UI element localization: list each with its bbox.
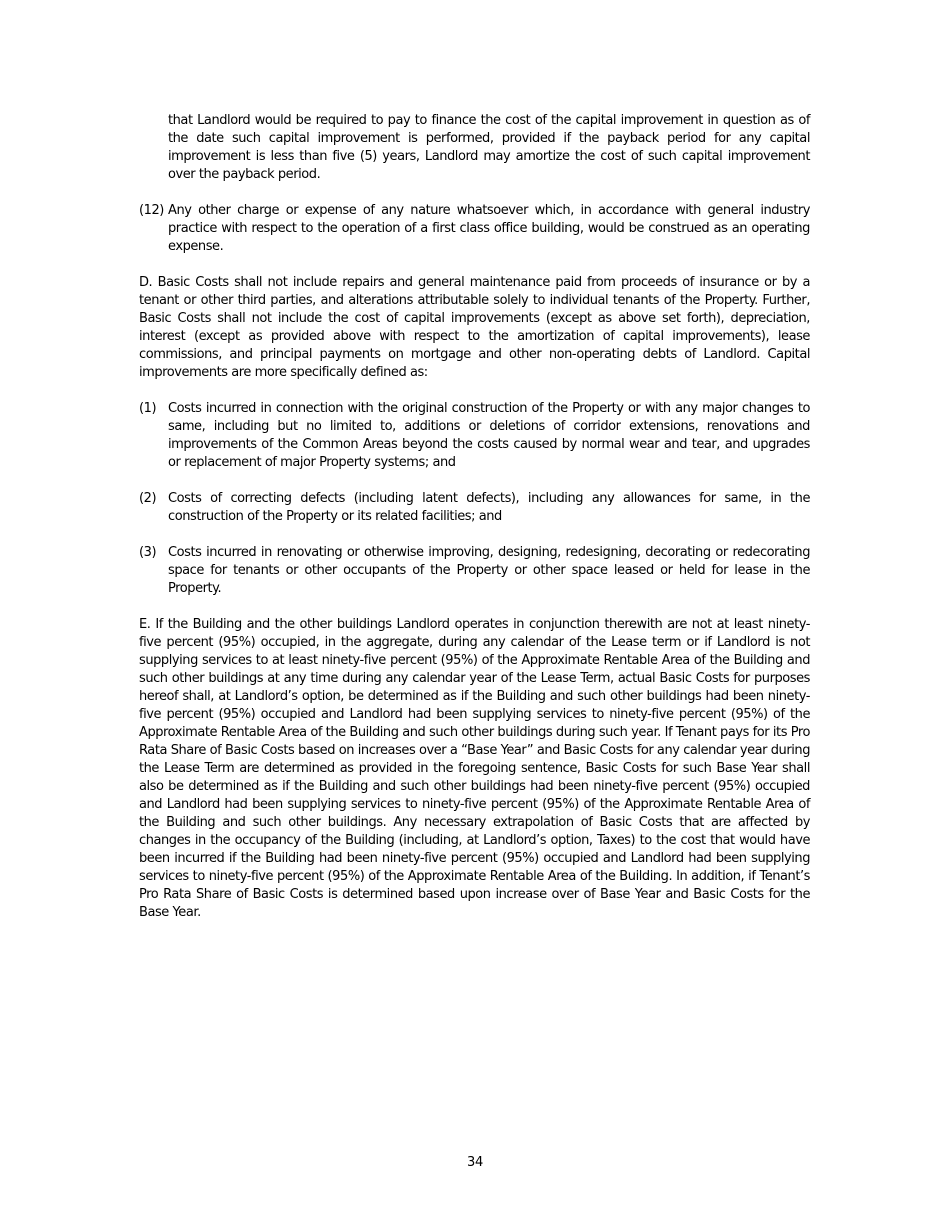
list-item-text: Costs incurred in renovating or otherwise improving, designing, redesigning, decorating or redecorating space for tenants or other occupants of the Property or other space leased or held for lease in the Property. bbox=[168, 545, 810, 596]
capital-item-2 bbox=[139, 490, 810, 526]
list-item-number: (1) bbox=[139, 401, 157, 416]
page-number: 34 bbox=[467, 1155, 483, 1170]
continued-paragraph: that Landlord would be required to pay to finance the cost of the capital improvement in question as of the date such capital improvement is performed, provided if the payback period for any capital improvement is less than five (5) years, Landlord may amortize the cost of such capital improvement over the payback period. bbox=[168, 113, 810, 182]
paragraph-d: D. Basic Costs shall not include repairs and general maintenance paid from proceeds of insurance or by a tenant or other third parties, and alterations attributable solely to individual tenants of the Property. Further, Basic Costs shall not include the cost of capital improvements (except as above set forth), depreciation, interest (except as provided above with respect to the amortization of capital improvements), lease commissions, and principal payments on mortgage and other non-operating debts of Landlord. Capital improvements are more specifically defined as: bbox=[139, 275, 810, 380]
list-item-text: Costs of correcting defects (including latent defects), including any allowances for same, in the construction of the Property or its related facilities; and bbox=[168, 491, 810, 524]
capital-item-1 bbox=[139, 400, 810, 472]
list-item-number: (2) bbox=[139, 491, 157, 506]
capital-item-3 bbox=[139, 544, 810, 598]
list-item-number: (3) bbox=[139, 545, 157, 560]
list-item-text: Any other charge or expense of any nature whatsoever which, in accordance with general industry practice with respect to the operation of a first class office building, would be construed as an operating expense. bbox=[168, 203, 810, 254]
list-item-12 bbox=[139, 202, 810, 256]
document-body bbox=[139, 112, 810, 940]
paragraph-e: E. If the Building and the other buildings Landlord operates in conjunction therewith are not at least ninety-five percent (95%) occupied, in the aggregate, during any calendar of the Lease term or if Landlord is not supplying services to at least ninety-five percent (95%) of the Approximate Rentable Area of the Building and such other buildings at any time during any calendar year of the Lease Term, actual Basic Costs for purposes hereof shall, at Landlord’s option, be determined as if the Building and such other buildings had been ninety-five percent (95%) occupied and Landlord had been supplying services to ninety-five percent (95%) of the Approximate Rentable Area of the Building and such other buildings during such year. If Tenant pays for its Pro Rata Share of Basic Costs based on increases over a “Base Year” and Basic Costs for any calendar year during the Lease Term are determined as provided in the foregoing sentence, Basic Costs for such Base Year shall also be determined as if the Building and such other buildings had been ninety-five percent (95%) occupied and Landlord had been supplying services to ninety-five percent (95%) of the Approximate Rentable Area of the Building and such other buildings. Any necessary extrapolation of Basic Costs that are affected by changes in the occupancy of the Building (including, at Landlord’s option, Taxes) to the cost that would have been incurred if the Building had been ninety-five percent (95%) occupied and Landlord had been supplying services to ninety-five percent (95%) of the Approximate Rentable Area of the Building. In addition, if Tenant’s Pro Rata Share of Basic Costs is determined based upon increase over of Base Year and Basic Costs for the Base Year. bbox=[139, 617, 810, 920]
list-item-text: Costs incurred in connection with the original construction of the Property or with any major changes to same, including but no limited to, additions or deletions of corridor extensions, renovations and improvements of the Common Areas beyond the costs caused by normal wear and tear, and upgrades or replacement of major Property systems; and bbox=[168, 401, 810, 470]
list-item-number: (12) bbox=[139, 203, 164, 218]
